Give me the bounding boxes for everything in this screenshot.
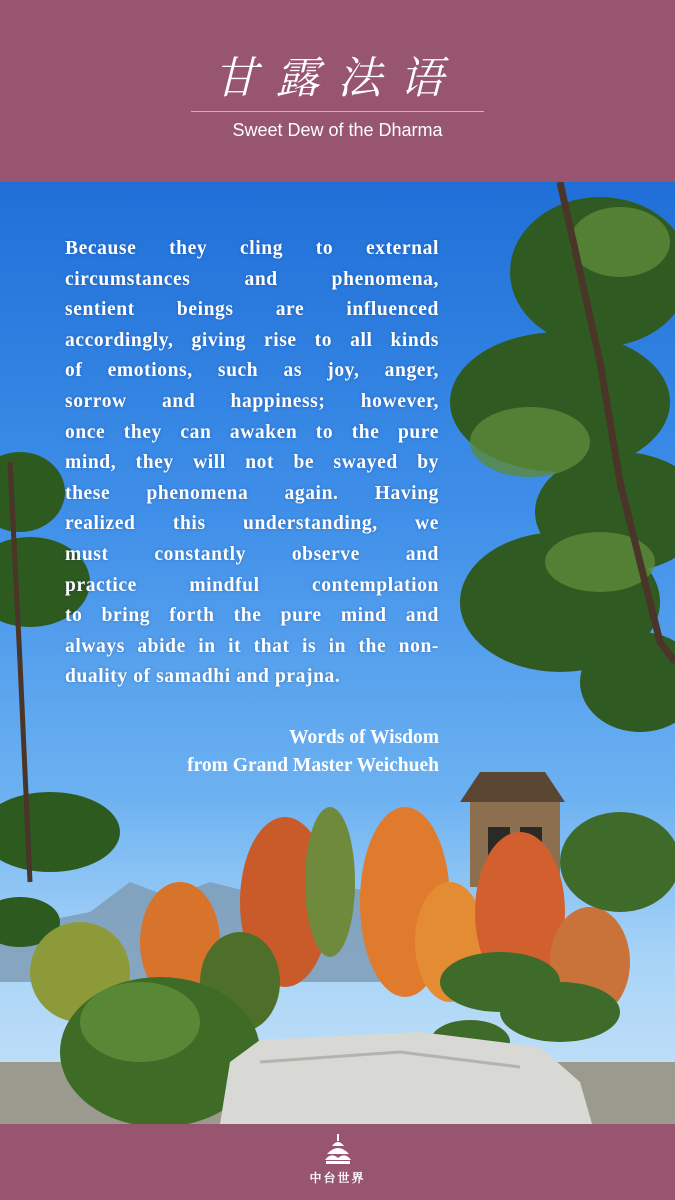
quote-line: must constantly observe and xyxy=(65,543,439,565)
quote-line: sentient beings are influenced xyxy=(65,299,439,321)
quote-line: duality of samadhi and prajna. xyxy=(65,666,341,688)
header-divider xyxy=(191,111,484,112)
header-band xyxy=(0,0,675,182)
temple-lotus-icon xyxy=(321,1132,355,1166)
quote-line: always abide in it that is in the non- xyxy=(65,635,439,657)
dharma-quote xyxy=(65,234,439,693)
quote-line: these phenomena again. Having xyxy=(65,482,439,504)
attribution-line: Words of Wisdom xyxy=(289,727,439,748)
quote-line: sorrow and happiness; however, xyxy=(65,390,439,412)
header-calligraphy-title: 甘露法语 xyxy=(213,53,462,104)
quote-line: realized this understanding, we xyxy=(65,513,439,535)
header-subtitle: Sweet Dew of the Dharma xyxy=(232,120,443,140)
quote-line: circumstances and phenomena, xyxy=(65,268,439,290)
quote-line: practice mindful contemplation xyxy=(65,574,439,596)
quote-line: once they can awaken to the pure xyxy=(65,421,439,443)
quote-line: mind, they will not be swayed by xyxy=(65,452,439,474)
footer-logo-text: 中台世界 xyxy=(309,1171,366,1185)
footer-band xyxy=(0,1124,675,1200)
attribution-line: from Grand Master Weichueh xyxy=(187,755,439,776)
quote-line: accordingly, giving rise to all kinds xyxy=(65,329,439,351)
quote-line: of emotions, such as joy, anger, xyxy=(65,360,439,382)
quote-line: to bring forth the pure mind and xyxy=(65,605,439,627)
quote-attribution xyxy=(65,724,439,780)
landscape-photo xyxy=(0,182,675,1124)
quote-line: Because they cling to external xyxy=(65,238,439,259)
